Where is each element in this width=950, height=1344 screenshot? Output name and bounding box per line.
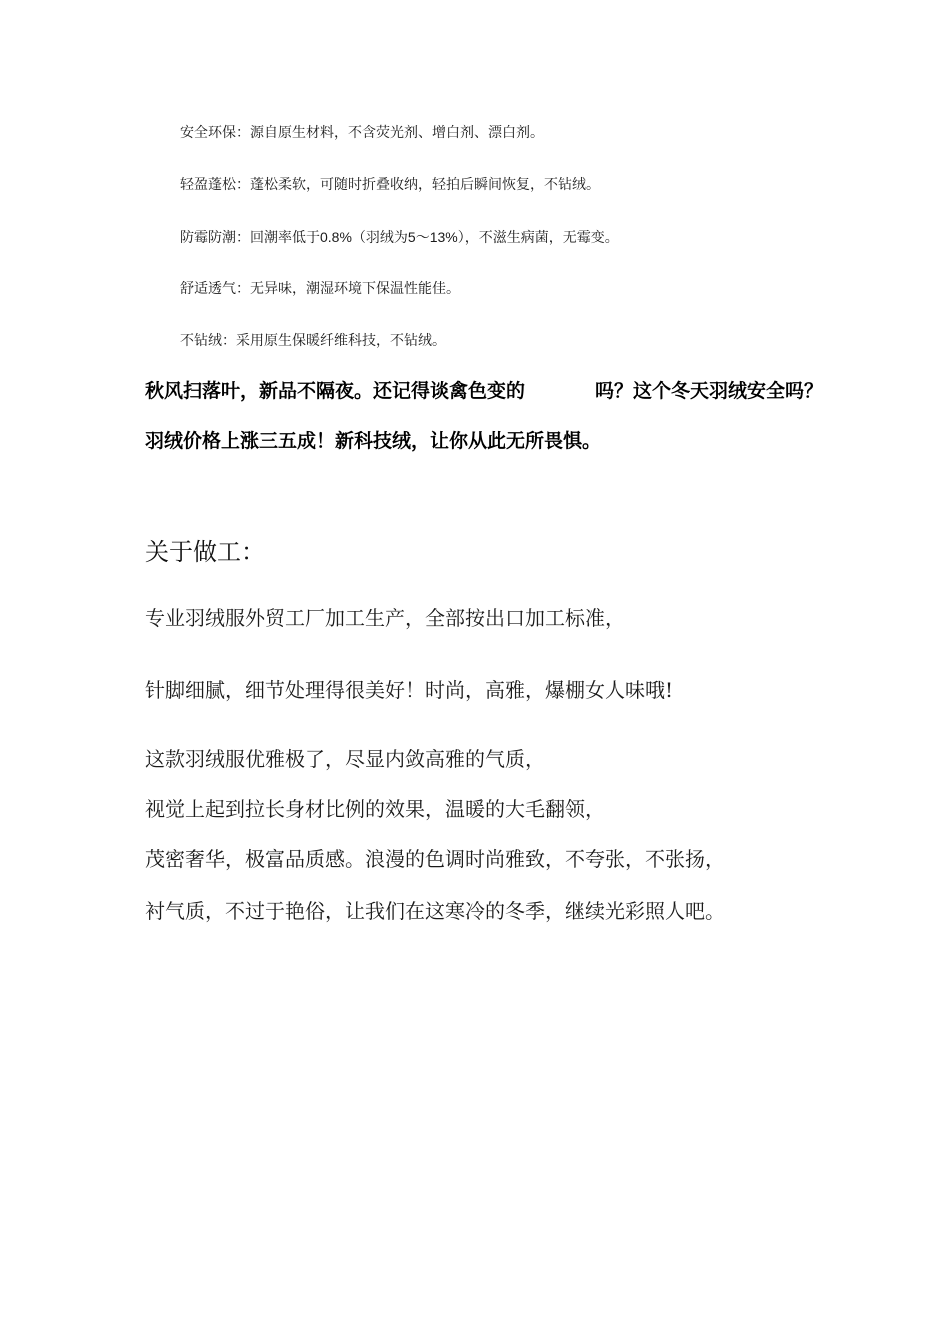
- feature-item-breathable: [180, 278, 880, 330]
- feature-text: 轻盈蓬松：蓬松柔软，可随时折叠收纳，轻拍后瞬间恢复，不钻绒。: [180, 177, 600, 193]
- feature-text: 不钻绒：采用原生保暖纤维科技，不钻绒。: [180, 333, 446, 349]
- promo-paragraph: [145, 366, 825, 466]
- feature-list: [180, 122, 880, 382]
- body-paragraph: 专业羽绒服外贸工厂加工生产，全部按出口加工标准，: [145, 606, 625, 630]
- feature-text: 防霉防潮：回潮率低于: [180, 230, 320, 246]
- promo-text-part1: 秋风扫落叶，新品不隔夜。还记得谈禽色变的: [145, 380, 526, 402]
- section-title: 关于做工：: [145, 538, 265, 566]
- body-paragraph: 茂密奢华，极富品质感。浪漫的色调时尚雅致，不夸张，不张扬，: [145, 847, 725, 871]
- body-paragraph: 这款羽绒服优雅极了，尽显内敛高雅的气质，: [145, 747, 545, 771]
- feature-text: 安全环保：源自原生材料，不含荧光剂、增白剂、漂白剂。: [180, 125, 544, 141]
- feature-text: ），不滋生病菌，无霉变。: [457, 230, 619, 246]
- feature-item-lightweight: [180, 174, 880, 226]
- body-paragraph: 衬气质，不过于艳俗，让我们在这寒冷的冬季，继续光彩照人吧。: [145, 899, 725, 923]
- promo-text-part2: 吗？这个冬天羽绒安全吗？羽绒价格上涨三五成！新科技绒，让你从此无所畏惧。: [145, 380, 824, 452]
- feature-number: 0.8%: [320, 229, 352, 245]
- feature-text: 舒适透气：无异味，潮湿环境下保温性能佳。: [180, 281, 460, 297]
- body-paragraph: 针脚细腻，细节处理得很美好！时尚，高雅，爆棚女人味哦!: [145, 678, 674, 702]
- feature-item-safety: [180, 122, 880, 174]
- feature-number: 5～13%: [407, 229, 458, 245]
- body-paragraph: 视觉上起到拉长身材比例的效果，温暖的大毛翻领，: [145, 797, 605, 821]
- feature-text: （羽绒为: [351, 230, 408, 246]
- feature-item-moisture: [180, 226, 880, 278]
